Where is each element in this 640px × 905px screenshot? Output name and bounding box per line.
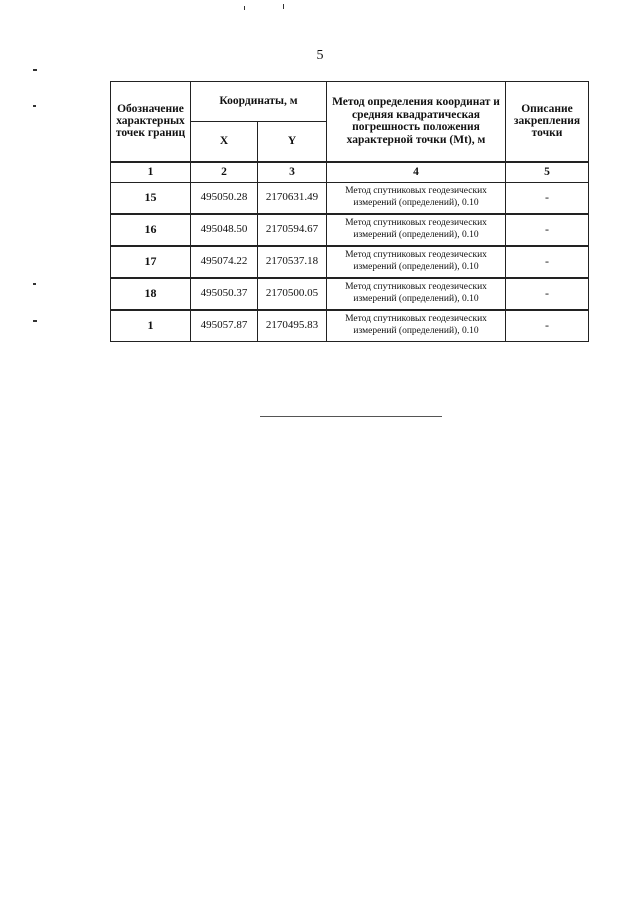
table-row [111,310,589,342]
y-cell: 2170500.05 [258,278,327,310]
header-x: X [191,122,258,162]
scan-mark [33,69,37,71]
end-separator-line [260,416,442,417]
description-cell: - [506,278,589,310]
scan-mark [33,320,37,322]
column-number: 1 [111,162,191,183]
y-cell: 2170631.49 [258,182,327,214]
header-coordinates: Координаты, м [191,82,327,122]
method-cell: Метод спутниковых геодезических измерений (определений), 0.10 [327,246,506,278]
point-cell: 18 [111,278,191,310]
x-cell: 495057.87 [191,310,258,342]
point-cell: 16 [111,214,191,246]
method-cell: Метод спутниковых геодезических измерений (определений), 0.10 [327,214,506,246]
point-cell: 17 [111,246,191,278]
x-cell: 495074.22 [191,246,258,278]
x-cell: 495050.28 [191,182,258,214]
table-row [111,278,589,310]
description-cell: - [506,182,589,214]
table-row [111,182,589,214]
column-number: 3 [258,162,327,183]
scan-mark [283,4,284,9]
table-row [111,246,589,278]
header-method: Метод определения координат и средняя квадратическая погрешность положения характерной точки (Mt), м [327,82,506,162]
x-cell: 495048.50 [191,214,258,246]
column-number-row [111,162,589,183]
coordinates-table [110,81,589,342]
y-cell: 2170537.18 [258,246,327,278]
method-cell: Метод спутниковых геодезических измерений (определений), 0.10 [327,182,506,214]
column-number: 5 [506,162,589,183]
scan-mark [33,105,36,107]
point-cell: 1 [111,310,191,342]
scan-mark [244,6,245,10]
x-cell: 495050.37 [191,278,258,310]
scan-mark [33,283,36,285]
method-cell: Метод спутниковых геодезических измерений (определений), 0.10 [327,310,506,342]
table-row [111,214,589,246]
page-number: 5 [316,48,324,63]
y-cell: 2170594.67 [258,214,327,246]
point-cell: 15 [111,182,191,214]
y-cell: 2170495.83 [258,310,327,342]
description-cell: - [506,310,589,342]
column-number: 4 [327,162,506,183]
header-y: Y [258,122,327,162]
method-cell: Метод спутниковых геодезических измерений (определений), 0.10 [327,278,506,310]
description-cell: - [506,246,589,278]
column-number: 2 [191,162,258,183]
description-cell: - [506,214,589,246]
header-description: Описание закрепления точки [506,82,589,162]
header-designation: Обозначение характерных точек границ [111,82,191,162]
